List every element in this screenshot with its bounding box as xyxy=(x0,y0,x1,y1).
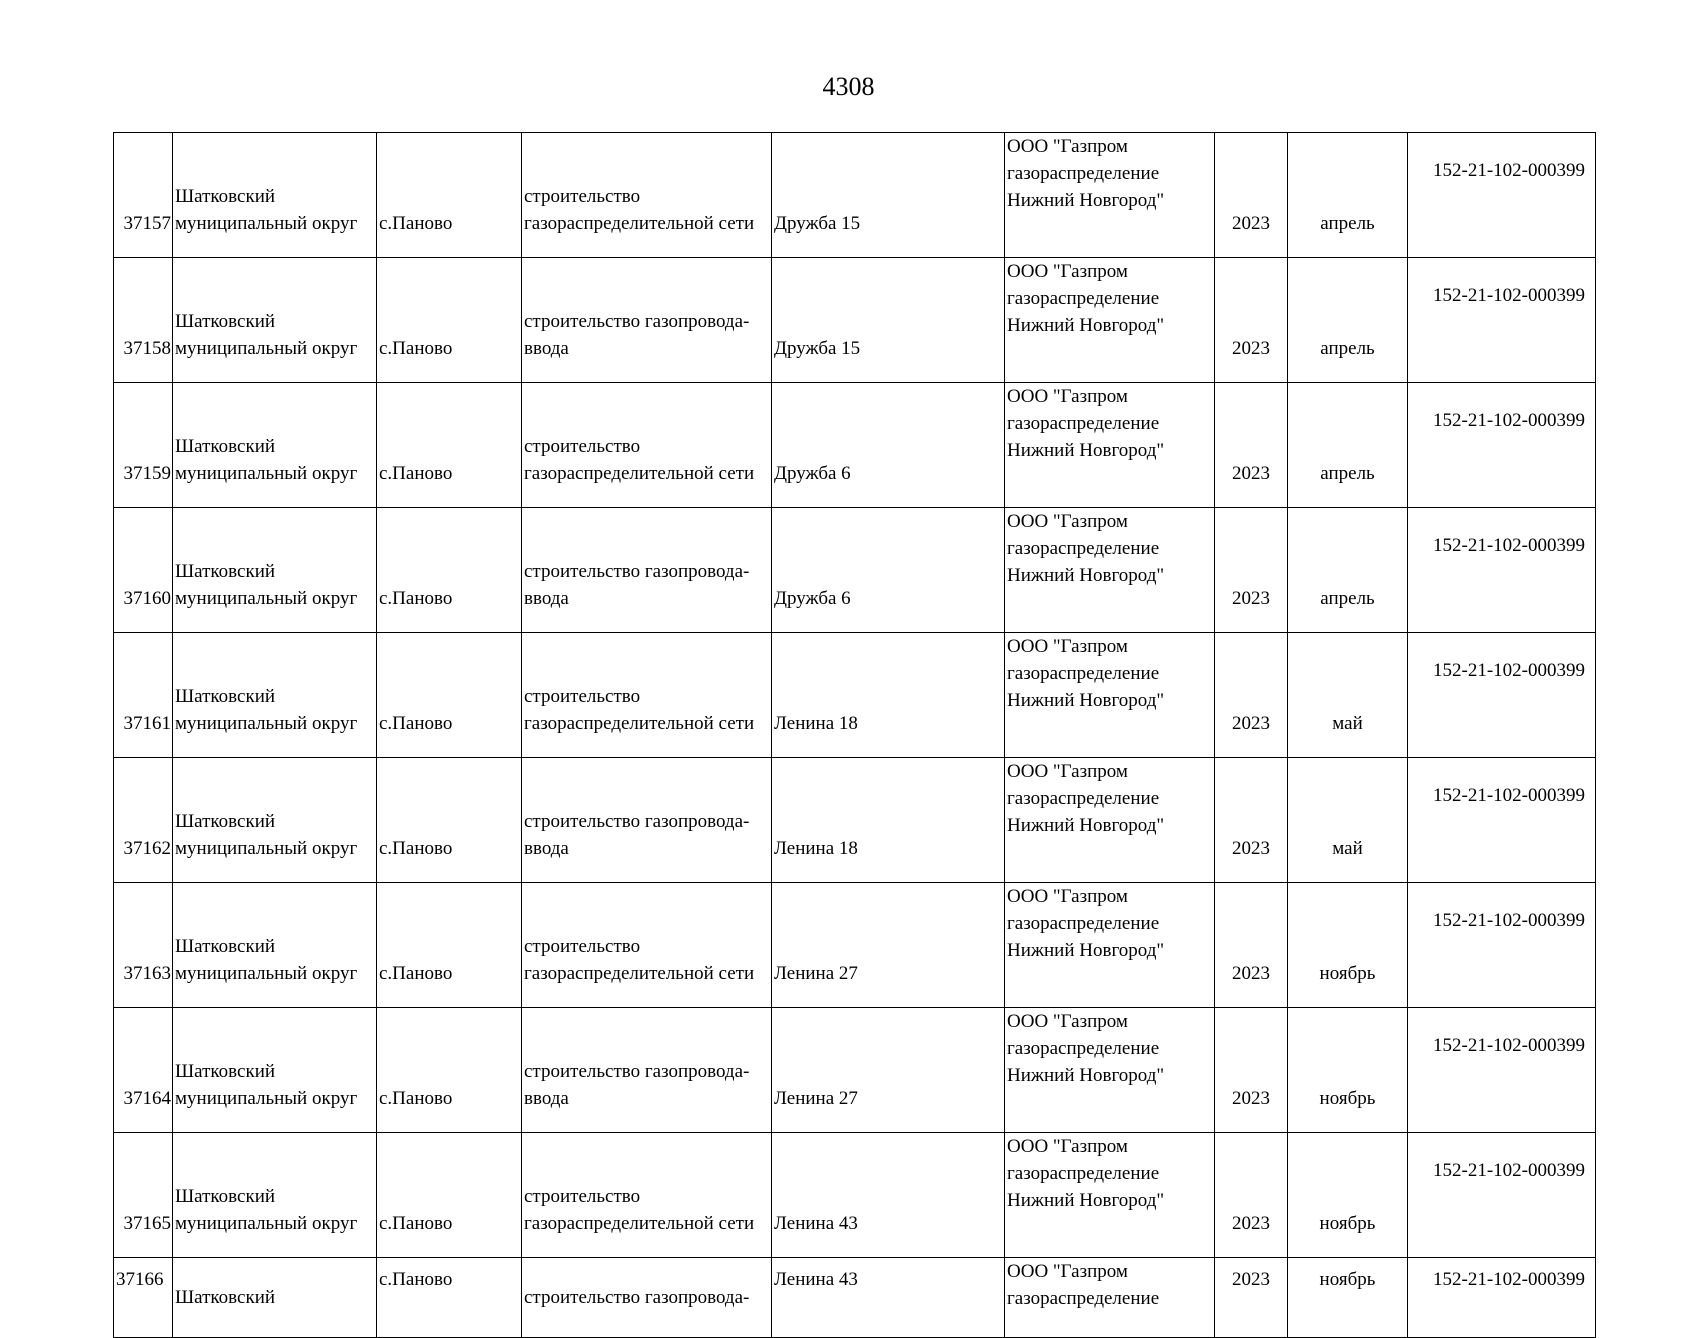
month-cell: апрель xyxy=(1288,383,1408,508)
table-row xyxy=(114,883,1596,1008)
organization-cell xyxy=(1005,1258,1215,1338)
org-line: Нижний Новгород" xyxy=(1007,690,1165,711)
code-cell: 152-21-102-000399 xyxy=(1408,758,1596,883)
address-cell: Ленина 27 xyxy=(772,1008,1005,1133)
row-id: 37162 xyxy=(114,758,173,883)
year-cell: 2023 xyxy=(1215,883,1288,1008)
code-cell: 152-21-102-000399 xyxy=(1408,383,1596,508)
address-cell: Ленина 43 xyxy=(772,1258,1005,1338)
organization-cell xyxy=(1005,258,1215,383)
row-id: 37157 xyxy=(114,133,173,258)
work-line: ввода xyxy=(524,838,569,859)
work-type-cell xyxy=(522,758,772,883)
month-cell: май xyxy=(1288,633,1408,758)
settlement-cell: с.Паново xyxy=(377,1133,522,1258)
org-line: ООО "Газпром xyxy=(1007,136,1128,157)
month-cell: ноябрь xyxy=(1288,1258,1408,1338)
work-line: ввода xyxy=(524,1088,569,1109)
work-type-cell xyxy=(522,1133,772,1258)
work-type-cell xyxy=(522,883,772,1008)
page-number: 4308 xyxy=(822,72,875,101)
row-id: 37161 xyxy=(114,633,173,758)
month-cell: апрель xyxy=(1288,133,1408,258)
org-line: ООО "Газпром xyxy=(1007,886,1128,907)
org-line: ООО "Газпром xyxy=(1007,1261,1128,1282)
code-cell: 152-21-102-000399 xyxy=(1408,133,1596,258)
organization-cell xyxy=(1005,133,1215,258)
row-id: 37165 xyxy=(114,1133,173,1258)
district-line: Шатковский xyxy=(175,1186,276,1207)
work-type-cell xyxy=(522,633,772,758)
code-cell: 152-21-102-000399 xyxy=(1408,258,1596,383)
table-row xyxy=(114,258,1596,383)
district-cell: Шатковский xyxy=(173,1258,377,1338)
org-line: Нижний Новгород" xyxy=(1007,1190,1165,1211)
organization-cell xyxy=(1005,633,1215,758)
code-cell: 152-21-102-000399 xyxy=(1408,508,1596,633)
work-line: газораспределительной сети xyxy=(524,713,755,734)
settlement-cell: с.Паново xyxy=(377,258,522,383)
work-type-cell: строительство газопровода- xyxy=(522,1258,772,1338)
district-line: муниципальный округ xyxy=(175,1088,358,1109)
district-line: Шатковский xyxy=(175,436,276,457)
org-line: газораспределение xyxy=(1007,1038,1160,1059)
address-cell: Дружба 6 xyxy=(772,383,1005,508)
district-line: Шатковский xyxy=(175,561,276,582)
district-cell xyxy=(173,758,377,883)
district-line: Шатковский xyxy=(175,936,276,957)
district-line: Шатковский xyxy=(175,811,276,832)
district-line: муниципальный округ xyxy=(175,1213,358,1234)
org-line: ООО "Газпром xyxy=(1007,511,1128,532)
table-row xyxy=(114,383,1596,508)
organization-cell xyxy=(1005,508,1215,633)
work-line: строительство газопровода- xyxy=(524,811,750,832)
row-id: 37163 xyxy=(114,883,173,1008)
org-line: газораспределение xyxy=(1007,663,1160,684)
district-cell xyxy=(173,133,377,258)
org-line: Нижний Новгород" xyxy=(1007,815,1165,836)
district-line: муниципальный округ xyxy=(175,588,358,609)
settlement-cell: с.Паново xyxy=(377,133,522,258)
work-type-cell xyxy=(522,133,772,258)
code-cell: 152-21-102-000399 xyxy=(1408,1258,1596,1338)
year-cell: 2023 xyxy=(1215,758,1288,883)
month-cell: май xyxy=(1288,758,1408,883)
org-line: газораспределение xyxy=(1007,1288,1160,1309)
org-line: ООО "Газпром xyxy=(1007,636,1128,657)
org-line: ООО "Газпром xyxy=(1007,1136,1128,1157)
org-line: Нижний Новгород" xyxy=(1007,190,1165,211)
work-line: газораспределительной сети xyxy=(524,463,755,484)
work-line: газораспределительной сети xyxy=(524,963,755,984)
table-row xyxy=(114,633,1596,758)
month-cell: апрель xyxy=(1288,508,1408,633)
organization-cell xyxy=(1005,758,1215,883)
year-cell: 2023 xyxy=(1215,383,1288,508)
address-cell: Ленина 18 xyxy=(772,758,1005,883)
district-line: муниципальный округ xyxy=(175,838,358,859)
org-line: ООО "Газпром xyxy=(1007,1011,1128,1032)
org-line: газораспределение xyxy=(1007,163,1160,184)
year-cell: 2023 xyxy=(1215,1258,1288,1338)
address-cell: Ленина 27 xyxy=(772,883,1005,1008)
work-type-cell xyxy=(522,258,772,383)
district-line: Шатковский xyxy=(175,1061,276,1082)
row-id: 37159 xyxy=(114,383,173,508)
work-line: газораспределительной сети xyxy=(524,213,755,234)
table-body xyxy=(114,133,1596,1338)
month-cell: ноябрь xyxy=(1288,1008,1408,1133)
district-line: Шатковский xyxy=(175,311,276,332)
code-cell: 152-21-102-000399 xyxy=(1408,633,1596,758)
table-row xyxy=(114,133,1596,258)
settlement-cell: с.Паново xyxy=(377,383,522,508)
settlement-cell: с.Паново xyxy=(377,883,522,1008)
org-line: газораспределение xyxy=(1007,413,1160,434)
district-line: муниципальный округ xyxy=(175,213,358,234)
settlement-cell: с.Паново xyxy=(377,1008,522,1133)
district-line: муниципальный округ xyxy=(175,338,358,359)
address-cell: Дружба 15 xyxy=(772,258,1005,383)
code-cell: 152-21-102-000399 xyxy=(1408,1008,1596,1133)
district-line: муниципальный округ xyxy=(175,713,358,734)
org-line: газораспределение xyxy=(1007,788,1160,809)
month-cell: апрель xyxy=(1288,258,1408,383)
year-cell: 2023 xyxy=(1215,1008,1288,1133)
work-line: строительство газопровода- xyxy=(524,1061,750,1082)
organization-cell xyxy=(1005,1008,1215,1133)
org-line: газораспределение xyxy=(1007,538,1160,559)
org-line: ООО "Газпром xyxy=(1007,386,1128,407)
organization-cell xyxy=(1005,883,1215,1008)
work-line: газораспределительной сети xyxy=(524,1213,755,1234)
district-line: муниципальный округ xyxy=(175,463,358,484)
work-line: строительство xyxy=(524,186,641,207)
district-line: муниципальный округ xyxy=(175,963,358,984)
work-line: ввода xyxy=(524,338,569,359)
table-row xyxy=(114,508,1596,633)
work-line: строительство xyxy=(524,1186,641,1207)
work-line: ввода xyxy=(524,588,569,609)
org-line: ООО "Газпром xyxy=(1007,761,1128,782)
row-id: 37160 xyxy=(114,508,173,633)
settlement-cell: с.Паново xyxy=(377,633,522,758)
registry-table xyxy=(113,132,1596,1338)
table-row xyxy=(114,1133,1596,1258)
row-id: 37166 xyxy=(114,1258,173,1338)
org-line: ООО "Газпром xyxy=(1007,261,1128,282)
year-cell: 2023 xyxy=(1215,508,1288,633)
org-line: Нижний Новгород" xyxy=(1007,440,1165,461)
district-cell xyxy=(173,383,377,508)
settlement-cell: с.Паново xyxy=(377,508,522,633)
year-cell: 2023 xyxy=(1215,133,1288,258)
org-line: газораспределение xyxy=(1007,1163,1160,1184)
district-line: Шатковский xyxy=(175,186,276,207)
table-row xyxy=(114,1008,1596,1133)
address-cell: Дружба 6 xyxy=(772,508,1005,633)
org-line: Нижний Новгород" xyxy=(1007,565,1165,586)
work-line: строительство газопровода- xyxy=(524,311,750,332)
org-line: Нижний Новгород" xyxy=(1007,940,1165,961)
address-cell: Ленина 43 xyxy=(772,1133,1005,1258)
district-cell xyxy=(173,633,377,758)
district-line: Шатковский xyxy=(175,686,276,707)
work-type-cell xyxy=(522,508,772,633)
row-id: 37158 xyxy=(114,258,173,383)
row-id: 37164 xyxy=(114,1008,173,1133)
organization-cell xyxy=(1005,1133,1215,1258)
district-cell xyxy=(173,1008,377,1133)
year-cell: 2023 xyxy=(1215,1133,1288,1258)
work-line: строительство xyxy=(524,436,641,457)
code-cell: 152-21-102-000399 xyxy=(1408,1133,1596,1258)
year-cell: 2023 xyxy=(1215,258,1288,383)
org-line: Нижний Новгород" xyxy=(1007,1065,1165,1086)
org-line: газораспределение xyxy=(1007,913,1160,934)
work-line: строительство xyxy=(524,936,641,957)
year-cell: 2023 xyxy=(1215,633,1288,758)
table-row xyxy=(114,758,1596,883)
month-cell: ноябрь xyxy=(1288,1133,1408,1258)
code-cell: 152-21-102-000399 xyxy=(1408,883,1596,1008)
district-cell xyxy=(173,258,377,383)
district-cell xyxy=(173,883,377,1008)
district-cell xyxy=(173,508,377,633)
org-line: газораспределение xyxy=(1007,288,1160,309)
district-cell xyxy=(173,1133,377,1258)
work-type-cell xyxy=(522,1008,772,1133)
settlement-cell: с.Паново xyxy=(377,1258,522,1338)
organization-cell xyxy=(1005,383,1215,508)
work-line: строительство xyxy=(524,686,641,707)
work-type-cell xyxy=(522,383,772,508)
work-line: строительство газопровода- xyxy=(524,561,750,582)
month-cell: ноябрь xyxy=(1288,883,1408,1008)
org-line: Нижний Новгород" xyxy=(1007,315,1165,336)
table-row-partial xyxy=(114,1258,1596,1338)
address-cell: Дружба 15 xyxy=(772,133,1005,258)
address-cell: Ленина 18 xyxy=(772,633,1005,758)
settlement-cell: с.Паново xyxy=(377,758,522,883)
